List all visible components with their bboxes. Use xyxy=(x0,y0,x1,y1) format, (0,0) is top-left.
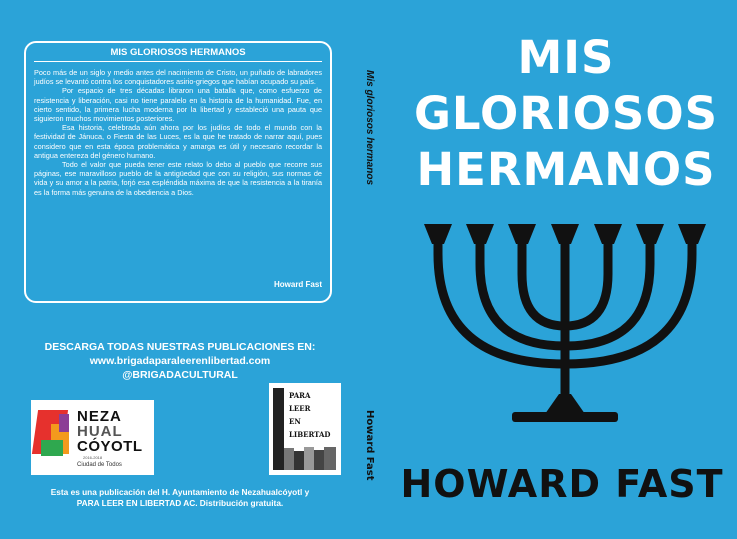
logo-shape xyxy=(59,414,69,432)
logo-text: LEER xyxy=(289,404,311,413)
book-title xyxy=(395,30,737,198)
logo-book-spine xyxy=(284,448,294,470)
logo-text: Ciudad de Todos xyxy=(77,462,122,468)
publication-note-line: PARA LEER EN LIBERTAD AC. Distribución gratuita. xyxy=(76,498,284,508)
logo-text: EN xyxy=(289,417,301,426)
social-handle[interactable]: @BRIGADACULTURAL xyxy=(122,369,238,381)
logo-text: HUAL xyxy=(77,423,123,440)
synopsis-box xyxy=(24,41,332,303)
logo-text: CÓYOTL xyxy=(77,438,143,455)
synopsis-paragraph: Esa historia, celebrada aún ahora por los judíos de todo el mundo con la festividad de Jánuca, o Fiesta de las Luces, es la que he tratado de narrar aquí, pues considero que en esta época problemática y amarga es útil y necesario recordar la antigua entereza del género humano. xyxy=(34,123,322,160)
logo-book-spine xyxy=(304,447,314,470)
logo-text: LIBERTAD xyxy=(289,430,331,439)
logo-book-spine xyxy=(273,388,284,470)
title-line: MIS xyxy=(517,31,615,84)
title-line: HERMANOS xyxy=(416,143,716,196)
publication-note xyxy=(22,487,338,509)
website-link[interactable]: www.brigadaparaleerenlibertad.com xyxy=(89,355,271,367)
logo-text: PARA xyxy=(289,391,311,400)
logo-book-spine xyxy=(294,451,304,470)
synopsis-body xyxy=(34,68,322,197)
synopsis-title: MIS GLORIOSOS HERMANOS xyxy=(34,47,322,62)
spine-author: Howard Fast xyxy=(364,410,375,481)
synopsis-paragraph: Todo el valor que pueda tener este relato lo debo al pueblo que recorre sus páginas, ese maravilloso pueblo de la antigüedad que con su religión, sus normas de vida y su amor a la patria, forjó esa espléndida máxima de que la resistencia a la tiranía es la forma más genuina de la obediencia a Dios. xyxy=(34,160,322,197)
para-leer-en-libertad-logo xyxy=(269,383,341,475)
logo-text: NEZA xyxy=(77,408,122,425)
logo-book-spine xyxy=(314,450,324,470)
synopsis-paragraph: Por espacio de tres décadas libraron una batalla que, como esfuerzo de resistencia y liberación, casi no tiene paralelo en la historia de la humanidad. Fue, en cierto sentido, la primera lucha moderna por la libertad y estableció una pauta que siguieron muchos movimientos posteriores. xyxy=(34,86,322,124)
nezahualcoyotl-logo xyxy=(31,400,154,475)
logo-text: 2016-2018 xyxy=(83,455,103,460)
publication-note-line: Esta es una publicación del H. Ayuntamiento de Nezahualcóyotl y xyxy=(50,487,310,497)
logo-book-spine xyxy=(324,447,336,470)
download-heading: DESCARGA TODAS NUESTRAS PUBLICACIONES EN: xyxy=(44,341,316,353)
download-info xyxy=(20,340,340,382)
synopsis-paragraph: Poco más de un siglo y medio antes del nacimiento de Cristo, un puñado de labradores judíos se levantó contra los conquistadores asirio-griegos que habían ocupado su país. xyxy=(34,68,322,87)
synopsis-signature: Howard Fast xyxy=(273,280,322,289)
logo-shape xyxy=(41,440,63,456)
title-line: GLORIOSOS xyxy=(414,87,718,140)
spine-title: Mis gloriosos hermanos xyxy=(364,70,375,186)
menorah-icon xyxy=(420,214,710,434)
book-author: HOWARD FAST xyxy=(400,462,724,506)
